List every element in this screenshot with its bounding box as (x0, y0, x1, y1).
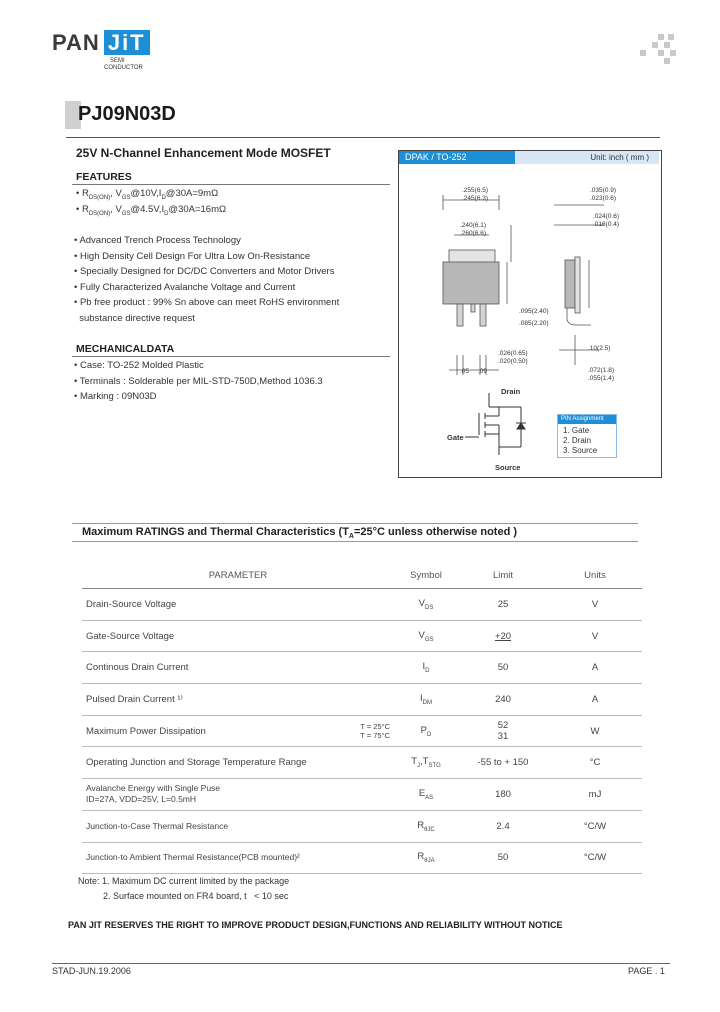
row-limit: +20 (458, 620, 548, 652)
table-row (82, 715, 642, 747)
param-line: ID=27A, VDD=25V, L=0.5mH (86, 794, 197, 805)
dim-label: .016(0.4) (593, 221, 620, 228)
rds-condition: @4.5V,I (130, 204, 165, 215)
row-symbol (394, 684, 458, 716)
vgs-symbol: , V (110, 188, 122, 199)
logo-pan: PAN (52, 30, 100, 55)
row-parameter: Pulsed Drain Current ¹⁾ (82, 684, 394, 716)
table-header-row (82, 562, 642, 589)
logo-sub-semi: SEMI (110, 58, 125, 64)
row-symbol (394, 810, 458, 842)
package-unit: Unit: inch ( mm ) (515, 151, 659, 164)
row-symbol (394, 620, 458, 652)
sym-sub: STG (428, 763, 441, 770)
id-subscript: D (161, 194, 166, 201)
dim-label: .024(0.6) (593, 213, 620, 220)
pin-assignment-box (557, 414, 617, 458)
row-limit: 240 (458, 684, 548, 716)
row-limit: 25 (458, 589, 548, 621)
row-parameter: Gate-Source Voltage (82, 620, 394, 652)
dim-label: .072(1.8) (588, 367, 615, 374)
header-parameter: PARAMETER (82, 562, 394, 589)
table-row (82, 684, 642, 716)
cond: T = 25°C (360, 722, 390, 732)
row-symbol (394, 842, 458, 874)
pin-drain: 2. Drain (563, 436, 592, 445)
sym-sub: θJA (424, 858, 435, 865)
rds-condition: @10V,I (130, 188, 162, 199)
row-parameter: Continous Drain Current (82, 652, 394, 684)
feature-item: • Pb free product : 99% Sn above can meet RoHS environment (74, 297, 340, 309)
row-limit: 2.4 (458, 810, 548, 842)
dim-label: .095(2.40) (519, 308, 549, 315)
rds-subscript: DS(ON) (88, 210, 111, 217)
dim-label: .10(2.5) (588, 345, 611, 352)
table-row (82, 589, 642, 621)
rds-symbol: R (81, 188, 89, 199)
ratings-top-rule (72, 523, 638, 524)
features-heading: FEATURES (76, 171, 132, 183)
header-units: Units (548, 562, 642, 589)
sym-sub: GS (424, 636, 434, 643)
feature-item: • Specially Designed for DC/DC Converters and Motor Drivers (74, 266, 335, 278)
sym: R (417, 851, 425, 863)
row-symbol (394, 589, 458, 621)
ratings-bottom-rule (72, 541, 638, 542)
logo-subtitle (104, 58, 143, 72)
mosfet-schematic (465, 393, 526, 455)
row-parameter: Junction-to Ambient Thermal Resistance(PCB mounted)² (82, 842, 394, 874)
rds-symbol: R (81, 204, 89, 215)
sym-sub: J (417, 763, 420, 770)
reserve-notice: PAN JIT RESERVES THE RIGHT TO IMPROVE PRODUCT DESIGN,FUNCTIONS AND RELIABILITY WITHOUT NOTICE (68, 920, 563, 930)
feature-rds-4v5 (76, 202, 226, 222)
dim-label: .260(6.6) (460, 230, 487, 237)
logo-sub-conductor: CONDUCTOR (104, 65, 143, 71)
row-symbol (394, 747, 458, 779)
row-condition (332, 715, 394, 747)
sym: I (420, 692, 423, 704)
logo-jit: JiT (104, 30, 150, 55)
rds-value: @30A=9mΩ (165, 188, 219, 199)
feature-item: • High Density Cell Design For Ultra Low On-Resistance (74, 250, 311, 262)
row-limit: 50 (458, 842, 548, 874)
mechanical-item: • Marking : 09N03D (74, 391, 157, 403)
row-parameter: Maximum Power Dissipation (82, 715, 332, 747)
pin-source: 3. Source (563, 446, 598, 455)
panjit-logo (52, 30, 150, 56)
table-row (82, 620, 642, 652)
sym: R (417, 819, 425, 831)
header-symbol: Symbol (394, 562, 458, 589)
mechanical-item: • Terminals : Solderable per MIL-STD-750D,Method 1036.3 (74, 375, 323, 387)
source-label: Source (495, 463, 521, 472)
table-row (82, 779, 642, 811)
device-subtitle: 25V N-Channel Enhancement Mode MOSFET (76, 146, 331, 160)
row-unit: V (548, 589, 642, 621)
features-rule (72, 184, 390, 185)
vgs-subscript: GS (121, 210, 131, 217)
param-line: Avalanche Energy with Single Puse (86, 783, 221, 794)
sym: ,T (420, 756, 429, 768)
dim-label: .255(6.5) (462, 187, 489, 194)
row-unit: mJ (548, 779, 642, 811)
footer-page: PAGE . 1 (628, 966, 665, 976)
header-limit: Limit (458, 562, 548, 589)
row-symbol (394, 779, 458, 811)
row-limit: -55 to + 150 (458, 747, 548, 779)
row-unit: W (548, 715, 642, 747)
gate-label: Gate (447, 433, 464, 442)
sym-sub: D (427, 731, 432, 738)
table-row (82, 810, 642, 842)
limit: 52 (497, 720, 509, 732)
bullet: • (76, 188, 80, 199)
sym-sub: AS (425, 794, 434, 801)
feature-list (74, 233, 339, 327)
footer-date: STAD-JUN.19.2006 (52, 966, 131, 976)
rds-value: @30A=16mΩ (168, 204, 227, 215)
dim-label: .026(0.65) (498, 350, 528, 357)
row-symbol (394, 652, 458, 684)
title-rule (66, 137, 660, 138)
table-row (82, 747, 642, 779)
sym: T (411, 756, 417, 768)
pin-gate: 1. Gate (563, 426, 590, 435)
dim-label: .023(0.6) (590, 195, 617, 202)
vgs-subscript: GS (121, 194, 131, 201)
sym: V (418, 597, 425, 609)
sym-sub: D (425, 668, 430, 675)
package-header: DPAK / TO-252 (399, 151, 515, 164)
dim-label: .055(1.4) (588, 375, 615, 382)
part-number: PJ09N03D (78, 103, 176, 125)
row-unit: °C (548, 747, 642, 779)
dim-label: .05 (460, 368, 470, 375)
ratings-title-text2: =25°C unless otherwise noted ) (353, 526, 518, 538)
feature-item: • Fully Characterized Avalanche Voltage and Current (74, 281, 296, 293)
feature-item: • Advanced Trench Process Technology (74, 235, 241, 246)
dim-label: .035(0.9) (590, 187, 617, 194)
footer-rule (52, 963, 670, 964)
package-side-view (554, 205, 604, 365)
sym-sub: DS (425, 604, 434, 611)
table-row (82, 842, 642, 874)
sym: V (418, 629, 425, 641)
limit: 31 (497, 731, 509, 743)
ratings-title-text: Maximum RATINGS and Thermal Characteristics (T (82, 526, 349, 538)
mechanical-heading: MECHANICALDATA (76, 343, 175, 355)
mechanical-rule (72, 356, 390, 357)
sym: P (420, 724, 427, 736)
row-limit: 50 (458, 652, 548, 684)
note-1: Note: 1. Maximum DC current limited by the package (78, 876, 290, 886)
decorative-dots (636, 34, 676, 66)
dim-label: .020(0.50) (498, 358, 528, 365)
row-unit: °C/W (548, 842, 642, 874)
ratings-title-sub: A (348, 533, 354, 541)
dim-label: .240(6.1) (460, 222, 487, 229)
rds-subscript: DS(ON) (88, 194, 111, 201)
dim-label: .09 (478, 368, 488, 375)
row-unit: A (548, 652, 642, 684)
row-limit (458, 715, 548, 747)
sym-sub: DM (422, 699, 432, 706)
sym-sub: θJC (424, 826, 435, 833)
note-2: 2. Surface mounted on FR4 board, t < 10 sec (103, 891, 289, 901)
row-parameter: Operating Junction and Storage Temperature Range (82, 747, 394, 779)
table-row (82, 652, 642, 684)
row-parameter (82, 779, 394, 811)
feature-item: substance directive request (74, 312, 195, 324)
row-unit: °C/W (548, 810, 642, 842)
dim-label: .085(2.20) (519, 320, 549, 327)
drain-label: Drain (501, 387, 521, 396)
id-subscript: D (164, 210, 169, 217)
sym: I (422, 661, 426, 673)
ratings-title (82, 526, 517, 540)
row-limit: 180 (458, 779, 548, 811)
dim-label: .245(6.3) (462, 195, 489, 202)
vgs-symbol: , V (110, 204, 122, 215)
ratings-table (82, 562, 642, 874)
row-unit: V (548, 620, 642, 652)
mechanical-item: • Case: TO-252 Molded Plastic (74, 360, 204, 371)
mechanical-list (74, 358, 323, 405)
pin-assignment-header: PIN Assignment (558, 415, 616, 424)
row-unit: A (548, 684, 642, 716)
cond: T = 75°C (360, 731, 390, 741)
bullet: • (76, 204, 80, 215)
row-parameter: Drain-Source Voltage (82, 589, 394, 621)
row-parameter: Junction-to-Case Thermal Resistance (82, 810, 394, 842)
row-symbol (394, 715, 458, 747)
sym: E (418, 788, 426, 800)
